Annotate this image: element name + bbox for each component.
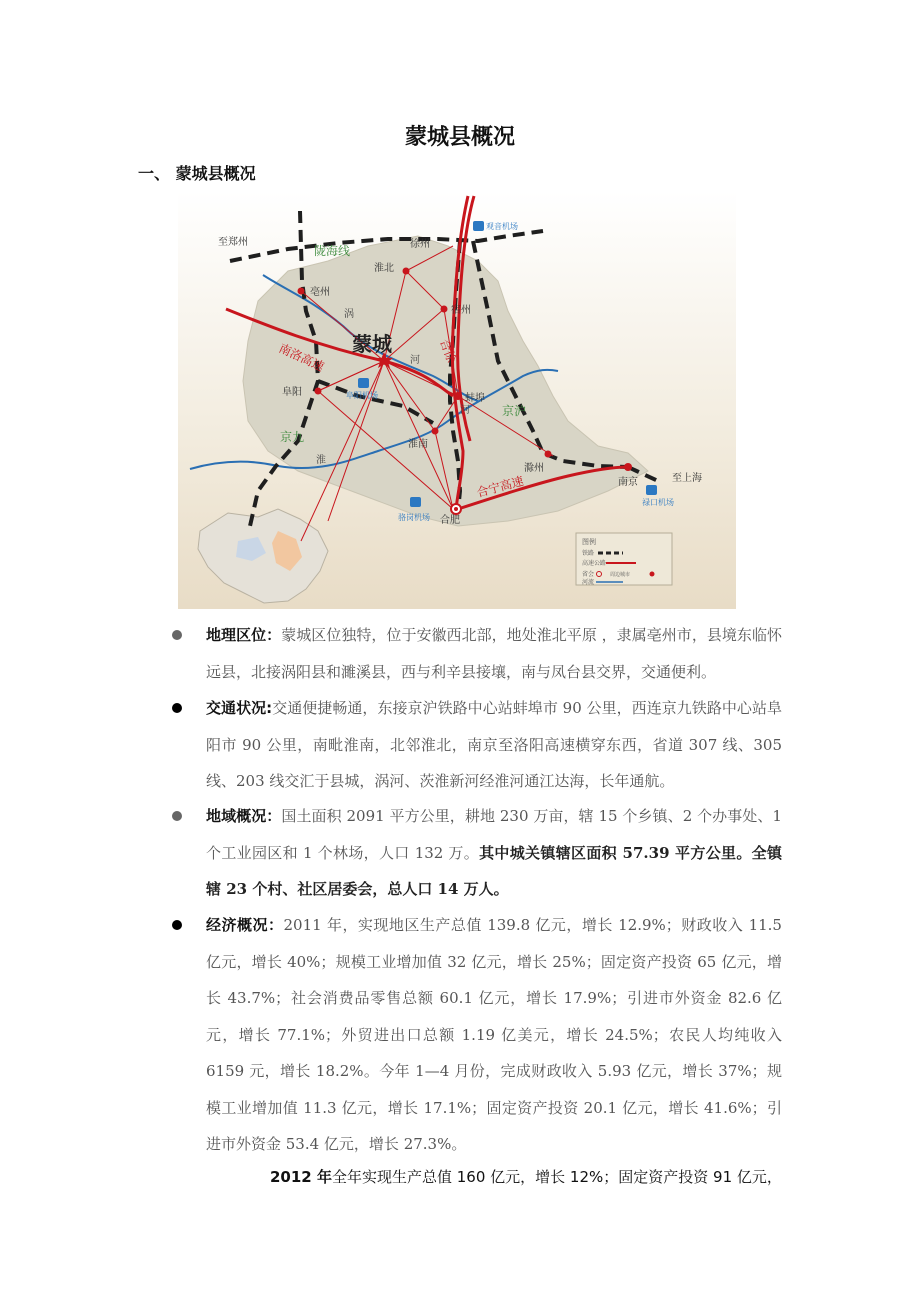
item-territory: 地域概况：国土面积 2091 平方公里，耕地 230 万亩，辖 15 个乡镇、2 个办事处、1 个工业园区和 1 个林场，人口 132 万。其中城关镇辖区面积 57.39 平方公里。全镇辖 23 个村、社区居委会，总人口 14 万人。 (206, 807, 782, 898)
label-nanjing: 南京 (618, 477, 638, 488)
item-territory-emphasis: 其中城关镇辖区面积 57.39 平方公里。全镇辖 23 个村、社区居委会，总人口 14 万人。 (206, 843, 782, 898)
item-geography-label: 地理区位 (206, 626, 267, 644)
label-he-river-2: 河 (460, 405, 470, 416)
svg-text:河流: 河流 (582, 579, 595, 586)
section-heading: 一、 蒙城县概况 (138, 164, 256, 183)
item-transport-label: 交通状况 (206, 699, 267, 717)
label-jingjiu: 京九 (280, 430, 305, 444)
summary-2012 (270, 1166, 782, 1187)
label-huaibei: 淮北 (374, 263, 394, 274)
label-fuyang: 阜阳 (282, 387, 302, 398)
item-transport: 交通状况:交通便捷畅通，东接京沪铁路中心站蚌埠市 90 公里，西连京九铁路中心站阜阳市 90 公里，南毗淮南，北邻淮北，南京至洛阳高速横穿东西，省道 307 线、305 线、203 线交汇于县城，涡河、茨淮新河经淮河通江达海，长年通航。 (206, 699, 782, 790)
bullet-1 (172, 630, 182, 640)
label-wo-river: 涡 (344, 309, 354, 320)
label-xuzhou: 徐州 (410, 239, 430, 250)
label-airport-lukou: 禄口机场 (642, 498, 674, 507)
label-he-river-1: 河 (410, 355, 420, 366)
bullet-3 (172, 811, 182, 821)
summary-2012-text: 全年实现生产总值 160 亿元，增长 12%；固定资产投资 91 亿元， (331, 1168, 782, 1186)
item-territory-label: 地域概况 (206, 807, 267, 825)
bullet-2 (172, 703, 182, 713)
item-economy-label: 经济概况 (206, 916, 268, 934)
label-jinghu: 京沪 (502, 404, 527, 418)
item-transport-text: 交通便捷畅通，东接京沪铁路中心站蚌埠市 90 公里，西连京九铁路中心站阜阳市 90 公里，南毗淮南，北邻淮北，南京至洛阳高速横穿东西，省道 307 线、305 线、203 线交汇于县城，涡河、茨淮新河经淮河通江达海，长年通航。 (206, 699, 782, 790)
bullet-4 (172, 920, 182, 930)
svg-text:图例: 图例 (582, 538, 596, 546)
summary-2012-year: 2012 年 (270, 1168, 332, 1186)
svg-text:省会: 省会 (582, 571, 595, 578)
label-zhengzhou: 至郑州 (218, 237, 248, 248)
item-geography: 地理区位：蒙城区位独特，位于安徽西北部，地处淮北平原 ，隶属亳州市，县境东临怀远县，北接涡阳县和濉溪县，西与利辛县接壤，南与凤台县交界，交通便利。 (206, 626, 782, 681)
map-legend (576, 533, 672, 586)
label-hexu: 合徐 (437, 337, 459, 365)
item-economy-text: 2011 年，实现地区生产总值 139.8 亿元，增长 12.9%；财政收入 11.5 亿元，增长 40%；规模工业增加值 32 亿元，增长 25%；固定资产投资 65 亿元，增长 43.7%；社会消费品零售总额 60.1 亿元，增长 17.9%；引进市外资金 82.6 亿元，增长 77.1%；外贸进出口总额 1.19 亿美元，增长 24.5%；农民人均纯收入 6159 元，增长 18.2%。今年 1—4 月份，完成财政收入 5.93 亿元，增长 37%；规模工业增加值 11.3 亿元，增长 17.1%；固定资产投资 20.1 亿元，增长 41.6%；引进市外资金 53.4 亿元，增长 27.3%。 (206, 916, 782, 1153)
label-huainan: 淮南 (408, 439, 428, 450)
label-airport-guanyin: 观音机场 (486, 222, 518, 231)
label-suzhou: 宿州 (451, 305, 471, 316)
label-airport-luogang: 骆岗机场 (398, 513, 430, 522)
document-title: 蒙城县概况 (404, 125, 515, 150)
label-nanluo-highway: 南洛高速 (276, 341, 327, 375)
label-bengbu: 蚌埠 (465, 393, 485, 404)
label-hefei: 合肥 (440, 515, 460, 526)
label-shanghai: 至上海 (672, 473, 702, 484)
label-hening-highway: 合宁高速 (475, 473, 526, 500)
location-map (178, 191, 736, 609)
label-bozhou: 亳州 (310, 287, 330, 298)
label-airport-fuyang: 阜阳机场 (346, 391, 378, 400)
label-mengcheng: 蒙城 (352, 332, 392, 356)
label-chuzhou: 滁州 (524, 463, 544, 474)
svg-text:铁路: 铁路 (582, 550, 595, 557)
item-territory-text: 国土面积 2091 平方公里，耕地 230 万亩，辖 15 个乡镇、2 个办事处、1 个工业园区和 1 个林场，人口 132 万。 (206, 807, 782, 862)
svg-text:周边城市: 周边城市 (610, 572, 631, 578)
svg-text:高速公路: 高速公路 (582, 560, 607, 567)
label-longhai-line: 陇海线 (314, 244, 351, 258)
label-huai-river: 淮 (316, 455, 326, 466)
item-economy: 经济概况：2011 年，实现地区生产总值 139.8 亿元，增长 12.9%；财政收入 11.5 亿元，增长 40%；规模工业增加值 32 亿元，增长 25%；固定资产投资 65 亿元，增长 43.7%；社会消费品零售总额 60.1 亿元，增长 17.9%；引进市外资金 82.6 亿元，增长 77.1%；外贸进出口总额 1.19 亿美元，增长 24.5%；农民人均纯收入 6159 元，增长 18.2%。今年 1—4 月份，完成财政收入 5.93 亿元，增长 37%；规模工业增加值 11.3 亿元，增长 17.1%；固定资产投资 20.1 亿元，增长 41.6%；引进市外资金 53.4 亿元，增长 27.3%。 (206, 916, 782, 1153)
item-geography-text: 蒙城区位独特，位于安徽西北部，地处淮北平原 ，隶属亳州市，县境东临怀远县，北接涡阳县和濉溪县，西与利辛县接壤，南与凤台县交界，交通便利。 (206, 626, 782, 681)
